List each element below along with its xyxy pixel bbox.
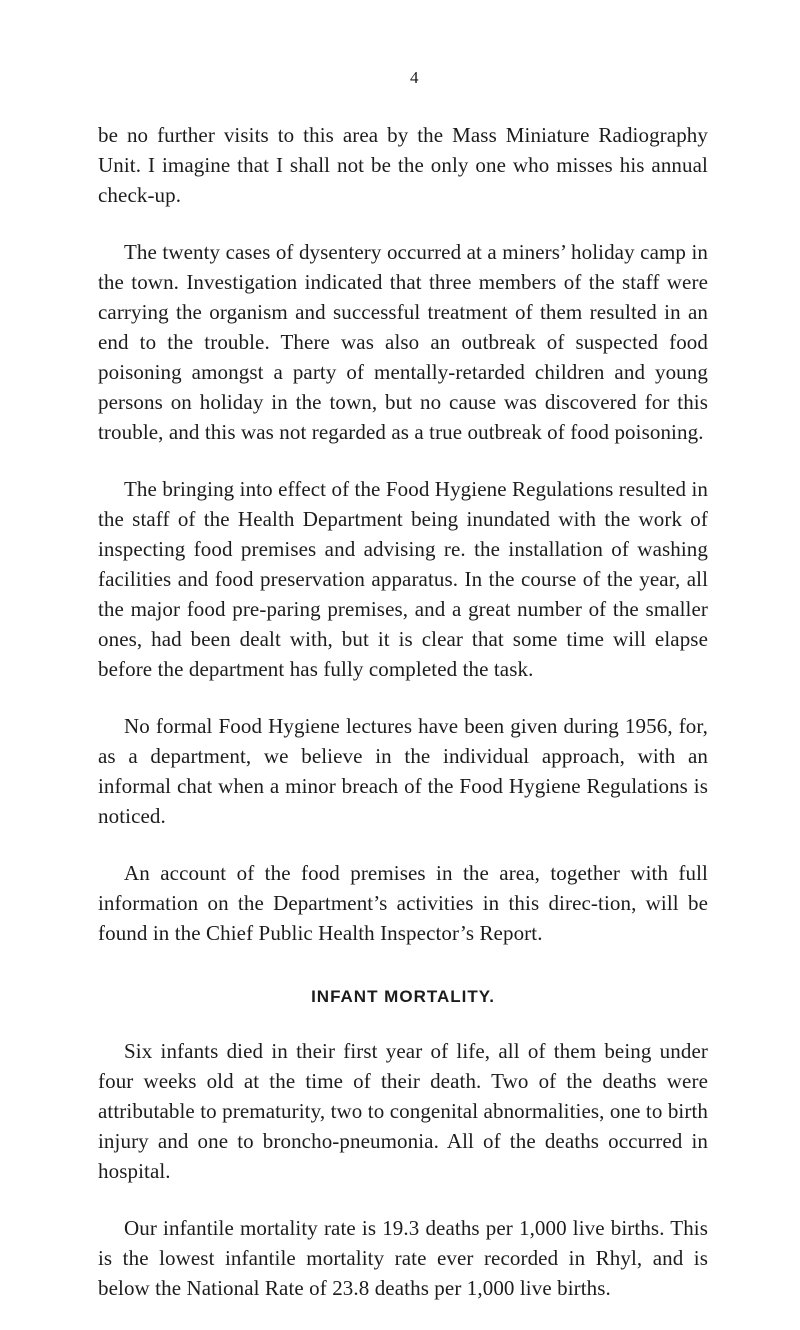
paragraph-continuation: be no further visits to this area by the Mass Miniature Radiography Unit. I imagine that I shall not be the only one who misses his annual check-up. xyxy=(98,123,708,207)
paragraph-food-hygiene-regulations: The bringing into effect of the Food Hygiene Regulations resulted in the staff of the Health Department being inundated with the work of inspecting food premises and advising re. the installation of washing facilities and food preservation apparatus. In the course of the year, all the major food pre-paring premises, and a great number of the smaller ones, had been dealt with, but it is clear that some time will elapse before the department has fully completed the task. xyxy=(98,477,708,681)
section-heading-infant-mortality: INFANT MORTALITY. xyxy=(311,987,495,1006)
paragraph-mortality-rate: Our infantile mortality rate is 19.3 deaths per 1,000 live births. This is the lowest infantile mortality rate ever recorded in Rhyl, and is below the National Rate of 23.8 deaths per 1,000 live births. xyxy=(98,1216,708,1300)
paragraph-infant-deaths: Six infants died in their first year of life, all of them being under four weeks old at the time of their death. Two of the deaths were attributable to prematurity, two to congenital abnormalities, one to birth injury and one to broncho-pneumonia. All of the deaths occurred in hospital. xyxy=(98,1039,708,1183)
paragraph-food-premises-account: An account of the food premises in the area, together with full information on the Department’s activities in this direc-tion, will be found in the Chief Public Health Inspector’s Report. xyxy=(98,861,708,945)
paragraph-food-hygiene-lectures: No formal Food Hygiene lectures have been given during 1956, for, as a department, we believe in the individual approach, with an informal chat when a minor breach of the Food Hygiene Regulations is noticed. xyxy=(98,714,708,828)
page-number: 4 xyxy=(410,68,419,87)
paragraph-dysentery: The twenty cases of dysentery occurred at a miners’ holiday camp in the town. Investigation indicated that three members of the staff were carrying the organism and successful treatment of them resulted in an end to the trouble. There was also an outbreak of suspected food poisoning amongst a party of mentally-retarded children and young persons on holiday in the town, but no cause was discovered for this trouble, and this was not regarded as a true outbreak of food poisoning. xyxy=(98,240,708,444)
document-body xyxy=(98,120,708,1330)
